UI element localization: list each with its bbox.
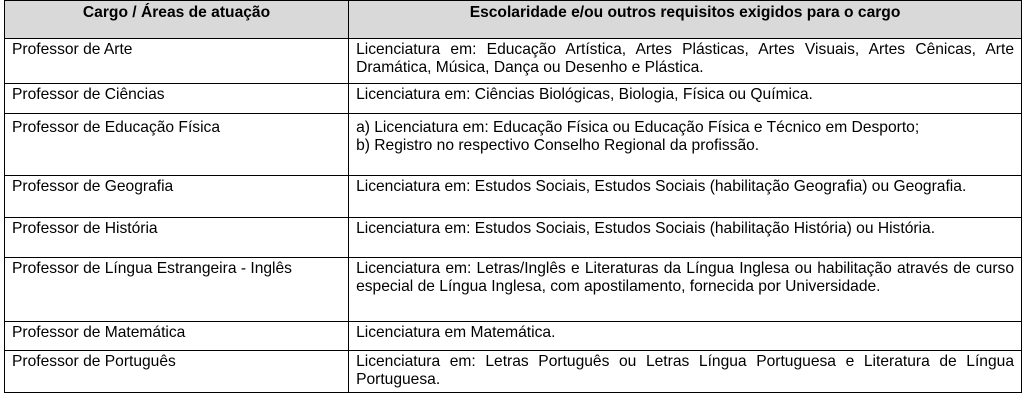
- requirements-cell: Licenciatura em: Estudos Sociais, Estudos Sociais (habilitação História) ou História.: [349, 218, 1022, 258]
- cargo-cell: Professor de Matemática: [5, 322, 349, 351]
- cargo-cell: Professor de Arte: [5, 39, 349, 84]
- header-requisitos: Escolaridade e/ou outros requisitos exigidos para o cargo: [349, 1, 1022, 39]
- requirements-cell: Licenciatura em: Ciências Biológicas, Biologia, Física ou Química.: [349, 84, 1022, 114]
- header-cargo: Cargo / Áreas de atuação: [5, 1, 349, 39]
- table-row: [5, 218, 1022, 258]
- table-row: [5, 84, 1022, 114]
- cargo-cell: Professor de Ciências: [5, 84, 349, 114]
- table-row: [5, 39, 1022, 84]
- cargo-cell: Professor de Educação Física: [5, 114, 349, 176]
- requirements-cell: Licenciatura em: Estudos Sociais, Estudos Sociais (habilitação Geografia) ou Geografia.: [349, 176, 1022, 218]
- table-row: [5, 322, 1022, 351]
- requirements-cell: Licenciatura em: Letras Português ou Letras Língua Portuguesa e Literatura de Língua Portuguesa.: [349, 351, 1022, 393]
- requirements-cell: Licenciatura em: Letras/Inglês e Literaturas da Língua Inglesa ou habilitação através de curso especial de Língua Inglesa, com apostilamento, fornecida por Universidade.: [349, 258, 1022, 322]
- table-row: [5, 351, 1022, 393]
- header-row: [5, 1, 1022, 39]
- cargo-cell: Professor de Português: [5, 351, 349, 393]
- table-row: [5, 114, 1022, 176]
- requirements-cell: Licenciatura em Matemática.: [349, 322, 1022, 351]
- requirements-table: [4, 0, 1022, 393]
- table-row: [5, 258, 1022, 322]
- table-row: [5, 176, 1022, 218]
- cargo-cell: Professor de Língua Estrangeira - Inglês: [5, 258, 349, 322]
- requirements-cell: a) Licenciatura em: Educação Física ou Educação Física e Técnico em Desporto; b) Registro no respectivo Conselho Regional da profissão.: [349, 114, 1022, 176]
- cargo-cell: Professor de Geografia: [5, 176, 349, 218]
- requirements-cell: Licenciatura em: Educação Artística, Artes Plásticas, Artes Visuais, Artes Cênicas, Arte Dramática, Música, Dança ou Desenho e Plástica.: [349, 39, 1022, 84]
- cargo-cell: Professor de História: [5, 218, 349, 258]
